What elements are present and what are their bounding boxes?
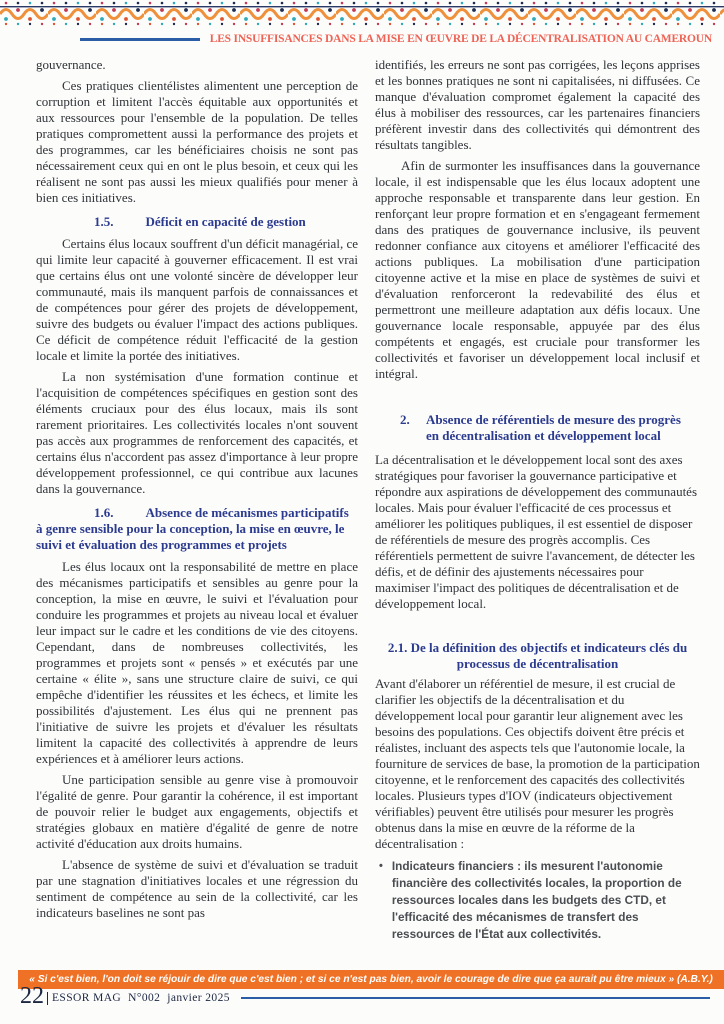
- section-number: 1.5.: [94, 214, 114, 229]
- list-item: [375, 858, 700, 943]
- paragraph: L'absence de système de suivi et d'évaluation se traduit par une stagnation d'initiatives locales et une régression du sentiment de compétence au sein de la collectivité, car les indicateurs baselines ne sont pas: [36, 857, 358, 920]
- bullet-icon: •: [379, 860, 383, 872]
- section-heading-1-5: [36, 214, 358, 230]
- paragraph: La non systémisation d'une formation continue et l'acquisition de compétences spécifiques en gestion sont des éléments cruciaux pour des élus locaux, mais ils sont rarement prioritaires. Les collectivités locales n'ont souvent pas accès aux programmes de renforcement des capacités, et certains élus n'accordent pas assez d'importance à leur propre développement professionnel, ce qui contribue aux lacunes dans la gouvernance.: [36, 369, 358, 496]
- folio-divider: [47, 992, 48, 1005]
- section-number: 1.6.: [94, 505, 114, 520]
- section-number: 2.: [400, 412, 410, 427]
- right-column: [375, 57, 700, 943]
- magazine-name: ESSOR MAG: [52, 992, 122, 1004]
- page-title: LES INSUFFISANCES DANS LA MISE EN ŒUVRE DE LA DÉCENTRALISATION AU CAMEROUN: [209, 33, 712, 45]
- folio-line: [20, 985, 710, 1007]
- section-heading-2: [375, 412, 700, 444]
- footer-quote: « Si c'est bien, l'on doit se réjouir de dire que c'est bien ; et si ce n'est pas bien, avoir le courage de dire que ça aurait pu être mieux » (A.B.Y.): [29, 974, 713, 985]
- section-label: Absence de référentiels de mesure des progrès en décentralisation et développement local: [426, 412, 681, 443]
- paragraph: La décentralisation et le développement local sont des axes stratégiques pour favoriser la gouvernance participative et répondre aux aspirations de développement des communautés locales. Mais pour évaluer l'efficacité de ces processus et améliorer les politiques publiques, il est essentiel de disposer de référentiels de mesure des progrès accomplis. Ces référentiels permettent de suivre l'avancement, de détecter les défis, et de définir des ajustements nécessaires pour maximiser l'impact des politiques de décentralisation et de développement local.: [375, 452, 698, 611]
- paragraph: Avant d'élaborer un référentiel de mesure, il est crucial de clarifier les objectifs de la décentralisation et du développement local pour garantir leur alignement avec les besoins des populations. Ces objectifs doivent être précis et réalistes, incluant des aspects tels que l'autonomie locale, la fourniture de services de base, la promotion de la participation citoyenne, et le renforcement des capacités des collectivités locales. Plusieurs types d'IOV (indicateurs objectivement vérifiables) peuvent être utilisés pour mesurer les progrès obtenus dans la mise en œuvre de la réforme de la décentralisation :: [375, 676, 700, 851]
- paragraph: gouvernance.: [36, 57, 106, 72]
- section-label: Déficit en capacité de gestion: [145, 214, 306, 229]
- paragraph: Les élus locaux ont la responsabilité de mettre en place des mécanismes participatifs et sensibles au genre pour la conception, la mise en œuvre, le suivi et l'évaluation pour conduire les programmes et projets au niveau local et évaluer leur impact sur le cadre et les conditions de vie des citoyens. Cependant, dans de nombreuses collectivités, les programmes et projets sont « pensés » et exécutés par une certaine « élite », sans une structure claire de suivi, ce qui empêche d'identifier les réussites et les échecs, et limite les possibilités d'ajustement. Les élus qui ne prennent pas l'initiative de suivre les projets et d'évaluer les résultats limitent la capacité des collectivités à apprendre de leurs expériences et à améliorer leurs actions.: [36, 559, 358, 766]
- section-heading-1-6: [36, 505, 358, 553]
- magazine-info: [52, 992, 237, 1004]
- article-body: [0, 45, 724, 943]
- left-column: [36, 57, 358, 943]
- decorative-zigzag-border: [0, 0, 724, 26]
- footer-rule: [241, 997, 710, 1000]
- header-rule: [80, 38, 200, 41]
- paragraph: Une participation sensible au genre vise à promouvoir l'égalité de genre. Pour garantir la cohérence, il est important de pouvoir relier le budget aux engagements, objectifs et stratégies globaux en matière d'égalité de genre de notre activité d'éducation aux droits humains.: [36, 772, 358, 851]
- issue-date: janvier 2025: [167, 992, 230, 1004]
- paragraph: Ces pratiques clientélistes alimentent une perception de corruption et limitent l'accès équitable aux opportunités et aux ressources pour l'ensemble de la population. De telles pratiques compromettent aussi la performance des projets et des programmes, car les bénéficiaires choisis ne sont pas nécessairement ceux qui en ont le plus besoin, et ceux qui les réalisent ne sont pas aussi les mieux qualifiés pour mener à bien ces initiatives.: [36, 78, 358, 205]
- issue-number: N°002: [128, 992, 161, 1004]
- section-heading-2-1: 2.1. De la définition des objectifs et indicateurs clés du processus de décentralisation: [387, 640, 688, 671]
- paragraph: Afin de surmonter les insuffisances dans la gouvernance locale, il est indispensable que les élus locaux adoptent une approche responsable et transparente dans leur gestion. En renforçant leur propre formation et en s'engageant fermement dans des pratiques de gouvernance inclusive, ils peuvent redonner confiance aux citoyens et améliorer l'efficacité des actions publiques. La mobilisation d'une participation citoyenne active et la mise en place de systèmes de suivi et d'évaluation renforceront la redevabilité des élus et permettront une meilleure adaptation aux défis locaux. Une gouvernance locale responsable, appuyée par des élus compétents et engagés, est cruciale pour transformer les collectivités et favoriser un développement local inclusif et intégral.: [375, 158, 700, 381]
- section-label: Absence de mécanismes participatifs à genre sensible pour la conception, la mise en œuvre, le suivi et évaluation des programmes et projets: [36, 505, 349, 552]
- page-number: 22: [20, 983, 44, 1009]
- running-head: [80, 33, 712, 45]
- paragraph: identifiés, les erreurs ne sont pas corrigées, les leçons apprises et les bonnes pratiques ne sont ni capitalisées, ni diffusées. Ce manque d'évaluation compromet également la capacité des élus à mobiliser des ressources, car les partenaires financiers préfèrent investir dans des collectivités qui démontrent des résultats tangibles.: [375, 57, 700, 152]
- list-item-text: Indicateurs financiers : ils mesurent l'autonomie financière des collectivités locales, la proportion de ressources locales dans les budgets des CTD, et l'efficacité des mécanismes de transfert des ressources de l'État aux collectivités.: [391, 859, 682, 941]
- paragraph: Certains élus locaux souffrent d'un déficit managérial, ce qui limite leur capacité à gouverner efficacement. Il est vrai que certains élus ont une volonté sincère de développer leur communauté, mais ils manquent parfois de connaissances et de compétences pour gérer des projets de développement, suivre des budgets ou évaluer l'impact des actions publiques. Ce déficit de compétence réduit l'efficacité de la gestion locale et limite la portée des initiatives.: [36, 236, 358, 363]
